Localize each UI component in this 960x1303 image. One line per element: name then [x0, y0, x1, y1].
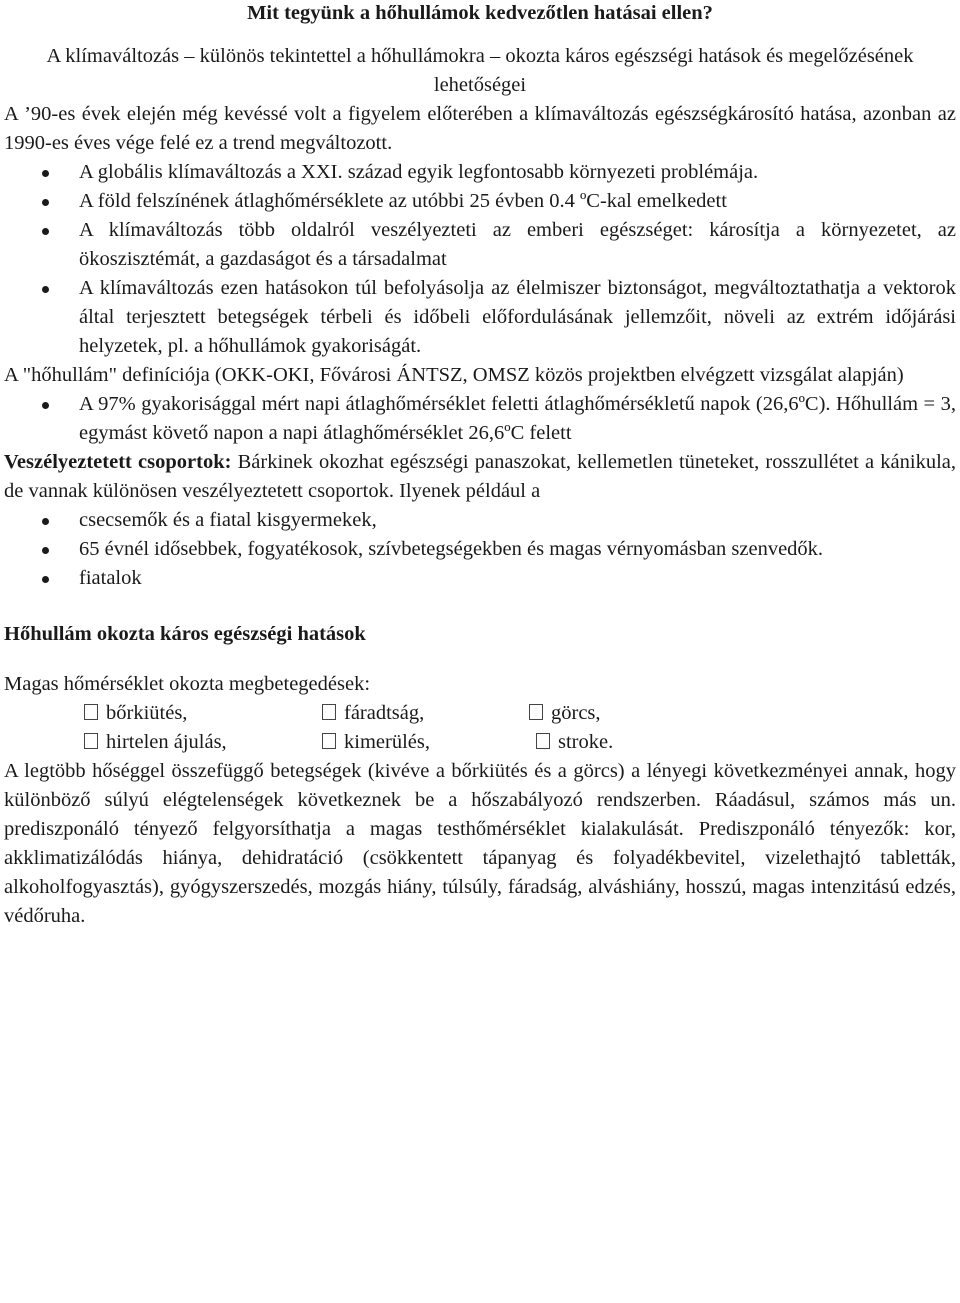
checkbox-icon — [536, 733, 550, 749]
risk-groups-text: Bárkinek okozhat egészségi panaszokat, kellemetlen tüneteket, rosszullétet a kánikula, de vannak különösen veszélyeztetett csoportok. Ilyenek például a — [4, 451, 956, 502]
heatwave-definition: A "hőhullám" definíciója (OKK-OKI, Fővárosi ÁNTSZ, OMSZ közös projektben elvégzett vizsgálat alapján) — [4, 364, 904, 386]
effect-item: fáradtság, — [322, 699, 424, 728]
list-item: A klímaváltozás ezen hatásokon túl befolyásolja az élelmiszer biztonságot, megváltoztathatja a vektorok által terjesztett betegségek térbeli és időbeli előfordulásának jellemzőit, növeli az extrém időjárási helyzetek, pl. a hőhullámok gyakoriságát. — [4, 274, 956, 361]
effects-grid — [4, 699, 956, 757]
effect-item: görcs, — [529, 699, 601, 728]
final-paragraph: A legtöbb hőséggel összefüggő betegségek (kivéve a bőrkiütés és a görcs) a lényegi következményei annak, hogy különböző súlyú elégtelenségek következnek be a hőszabályozó rendszerben. Ráadásul, számos más un. prediszponáló tényező felgyorsíthatja a magas testhőmérséklet kialakulását. Prediszponáló tényezők: kor, akklimatizálódás hiánya, dehidratáció (csökkentett tápanyag és folyadékbevitel, vizelethajtó tabletták, alkoholfogyasztás), gyógyszerszedés, mozgás hiány, túlsúly, fáradság, alváshiány, hosszú, magas intenzitású edzés, védőruha. — [4, 759, 956, 927]
risk-groups-list — [4, 506, 956, 593]
effect-item: hirtelen ájulás, — [84, 728, 227, 757]
list-item: csecsemők és a fiatal kisgyermekek, — [4, 506, 956, 535]
effect-item: bőrkiütés, — [84, 699, 187, 728]
checkbox-icon — [322, 733, 336, 749]
list-item: 65 évnél idősebbek, fogyatékosok, szívbetegségekben és magas vérnyomásban szenvedők. — [4, 535, 956, 564]
effect-item: stroke. — [536, 728, 613, 757]
intro-paragraph: A ’90-es évek elején még kevéssé volt a figyelem előterében a klímaváltozás egészségkárosító hatása, azonban az 1990-es éves vége felé ez a trend megváltozott. — [4, 103, 956, 154]
effects-subheading: Magas hőmérséklet okozta megbetegedések: — [4, 672, 371, 695]
checkbox-icon — [84, 733, 98, 749]
risk-groups-paragraph — [4, 448, 956, 506]
list-item: A 97% gyakorisággal mért napi átlaghőmérséklet feletti átlaghőmérsékletű napok (26,6ºC). Hőhullám = 3, egymást követő napon a napi átlaghőmérséklet 26,6ºC felett — [4, 390, 956, 448]
definition-bullet-list — [4, 390, 956, 448]
climate-bullet-list — [4, 158, 956, 361]
effects-heading: Hőhullám okozta káros egészségi hatások — [4, 623, 366, 645]
risk-groups-label: Veszélyeztetett csoportok: — [4, 451, 232, 473]
document-page — [4, 0, 956, 931]
checkbox-icon — [322, 704, 336, 720]
page-title: Mit tegyünk a hőhullámok kedvezőtlen hatásai ellen? — [247, 2, 713, 24]
list-item: fiatalok — [4, 564, 956, 593]
checkbox-icon — [529, 704, 543, 720]
checkbox-icon — [84, 704, 98, 720]
effect-item: kimerülés, — [322, 728, 430, 757]
list-item: A klímaváltozás több oldalról veszélyezteti az emberi egészséget: károsítja a környezetet, az ökoszisztémát, a gazdaságot és a társadalmat — [4, 216, 956, 274]
list-item: A globális klímaváltozás a XXI. század egyik legfontosabb környezeti problémája. — [4, 158, 956, 187]
list-item: A föld felszínének átlaghőmérséklete az utóbbi 25 évben 0.4 ºC-kal emelkedett — [4, 187, 956, 216]
page-subtitle: A klímaváltozás – különös tekintettel a hőhullámokra – okozta káros egészségi hatások és megelőzésének lehetőségei — [46, 45, 914, 96]
